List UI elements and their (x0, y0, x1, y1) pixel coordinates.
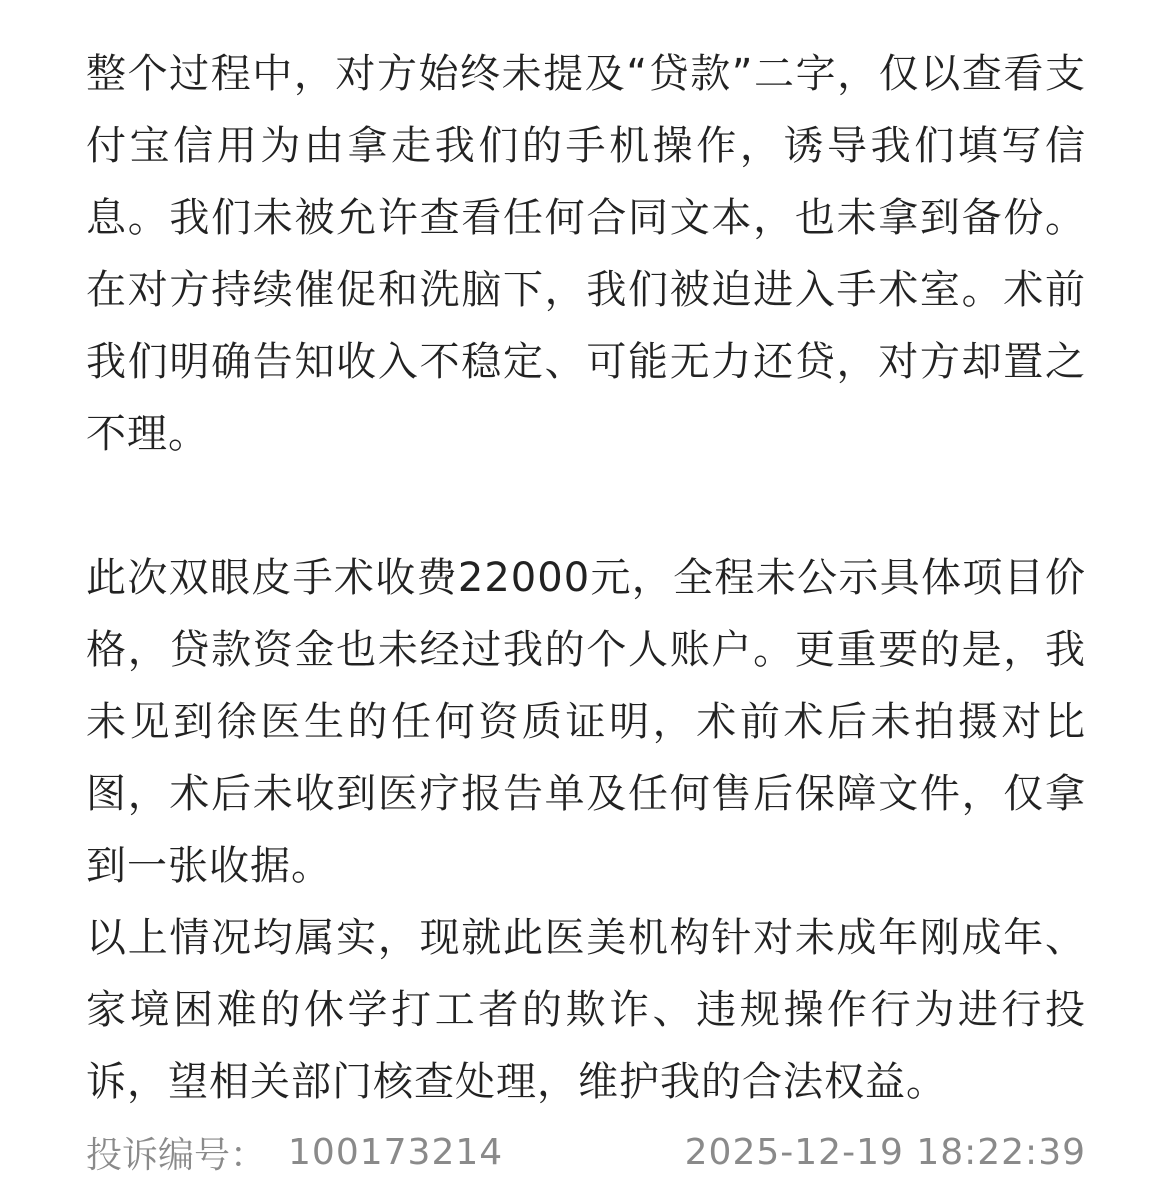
complaint-body (86, 38, 1086, 1118)
complaint-footer (86, 1128, 1086, 1176)
complaint-timestamp: 2025-12-19 18:22:39 (684, 1131, 1086, 1173)
complaint-paragraph-1: 整个过程中，对方始终未提及“贷款”二字，仅以查看支付宝信用为由拿走我们的手机操作，诱导我们填写信息。我们未被允许查看任何合同文本，也未拿到备份。在对方持续催促和洗脑下，我们被迫进入手术室。术前我们明确告知收入不稳定、可能无力还贷，对方却置之不理。 (86, 51, 1086, 457)
complaint-id-label: 投诉编号： (86, 1134, 267, 1176)
complaint-id-value: 100173214 (288, 1131, 504, 1173)
complaint-paragraph-3: 以上情况均属实，现就此医美机构针对未成年刚成年、家境困难的休学打工者的欺诈、违规操作行为进行投诉，望相关部门核查处理，维护我的合法权益。 (86, 915, 1086, 1105)
complaint-paragraph-2: 此次双眼皮手术收费22000元，全程未公示具体项目价格，贷款资金也未经过我的个人账户。更重要的是，我未见到徐医生的任何资质证明，术前术后未拍摄对比图，术后未收到医疗报告单及任何售后保障文件，仅拿到一张收据。 (86, 555, 1086, 889)
complaint-id (86, 1127, 503, 1178)
paragraph-spacer (86, 470, 1086, 542)
